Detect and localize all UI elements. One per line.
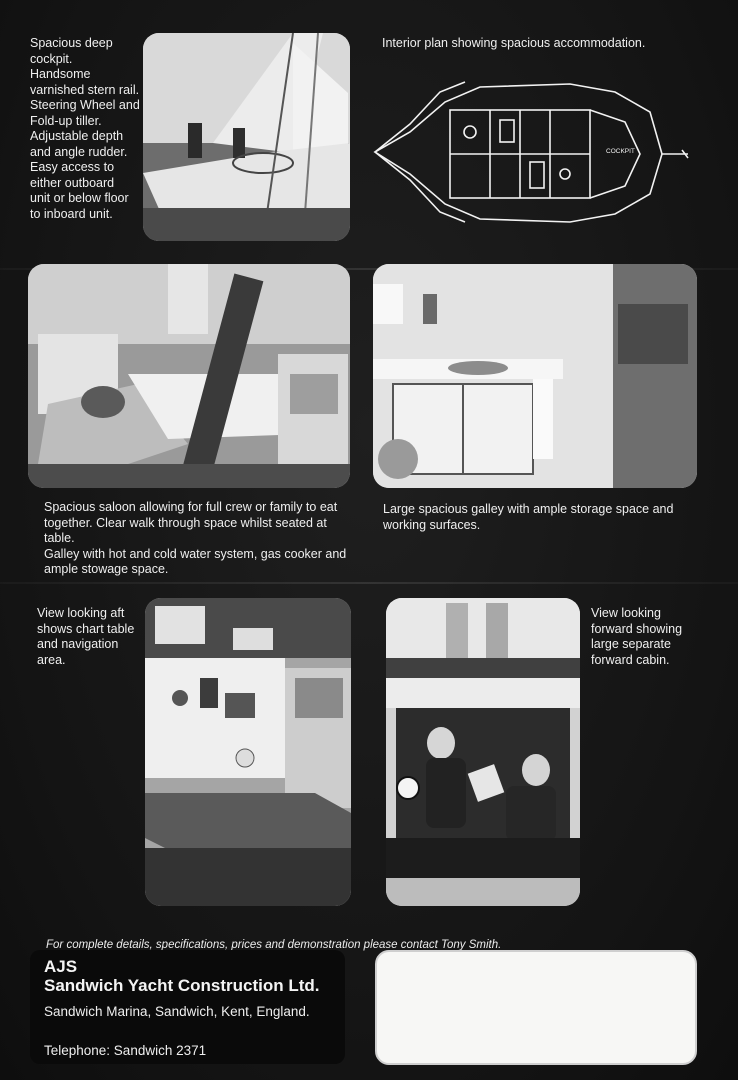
interior-plan-drawing [370,62,695,232]
company-telephone: Telephone: Sandwich 2371 [44,1043,207,1058]
interior-plan-caption: Interior plan showing spacious accommodation. [382,36,646,50]
forward-caption: View looking forward showing large separate forward cabin. [591,606,683,667]
company-brand: AJS [44,957,78,976]
company-box [30,950,345,1064]
company-name: Sandwich Yacht Construction Ltd. [44,976,320,995]
saloon-caption: Spacious saloon allowing for full crew or family to eat together. Clear walk through space whilst seated at table. Galley with hot and cold water system, gas cooker and ample stowage space. [44,500,347,576]
galley-photo [373,264,697,488]
dealer-stamp-box [375,950,697,1065]
contact-note: For complete details, specifications, prices and demonstration please contact Tony Smith. [46,938,502,951]
cockpit-photo [143,33,350,241]
cockpit-caption: Spacious deep cockpit. Handsome varnished stern rail. Steering Wheel and Fold-up tiller. Adjustable depth and angle rudder. Easy access to either outboard unit or below floor to inboard unit. [30,36,140,221]
forward-cabin-photo [386,598,580,906]
company-address: Sandwich Marina, Sandwich, Kent, England. [44,1004,310,1019]
galley-caption: Large spacious galley with ample storage space and working surfaces. [383,502,674,532]
chart-table-photo [145,598,351,906]
fold-line [0,582,738,584]
aft-caption: View looking aft shows chart table and navigation area. [37,606,135,667]
saloon-photo [28,264,350,488]
cockpit-plan-label: COCKPIT [606,148,635,155]
